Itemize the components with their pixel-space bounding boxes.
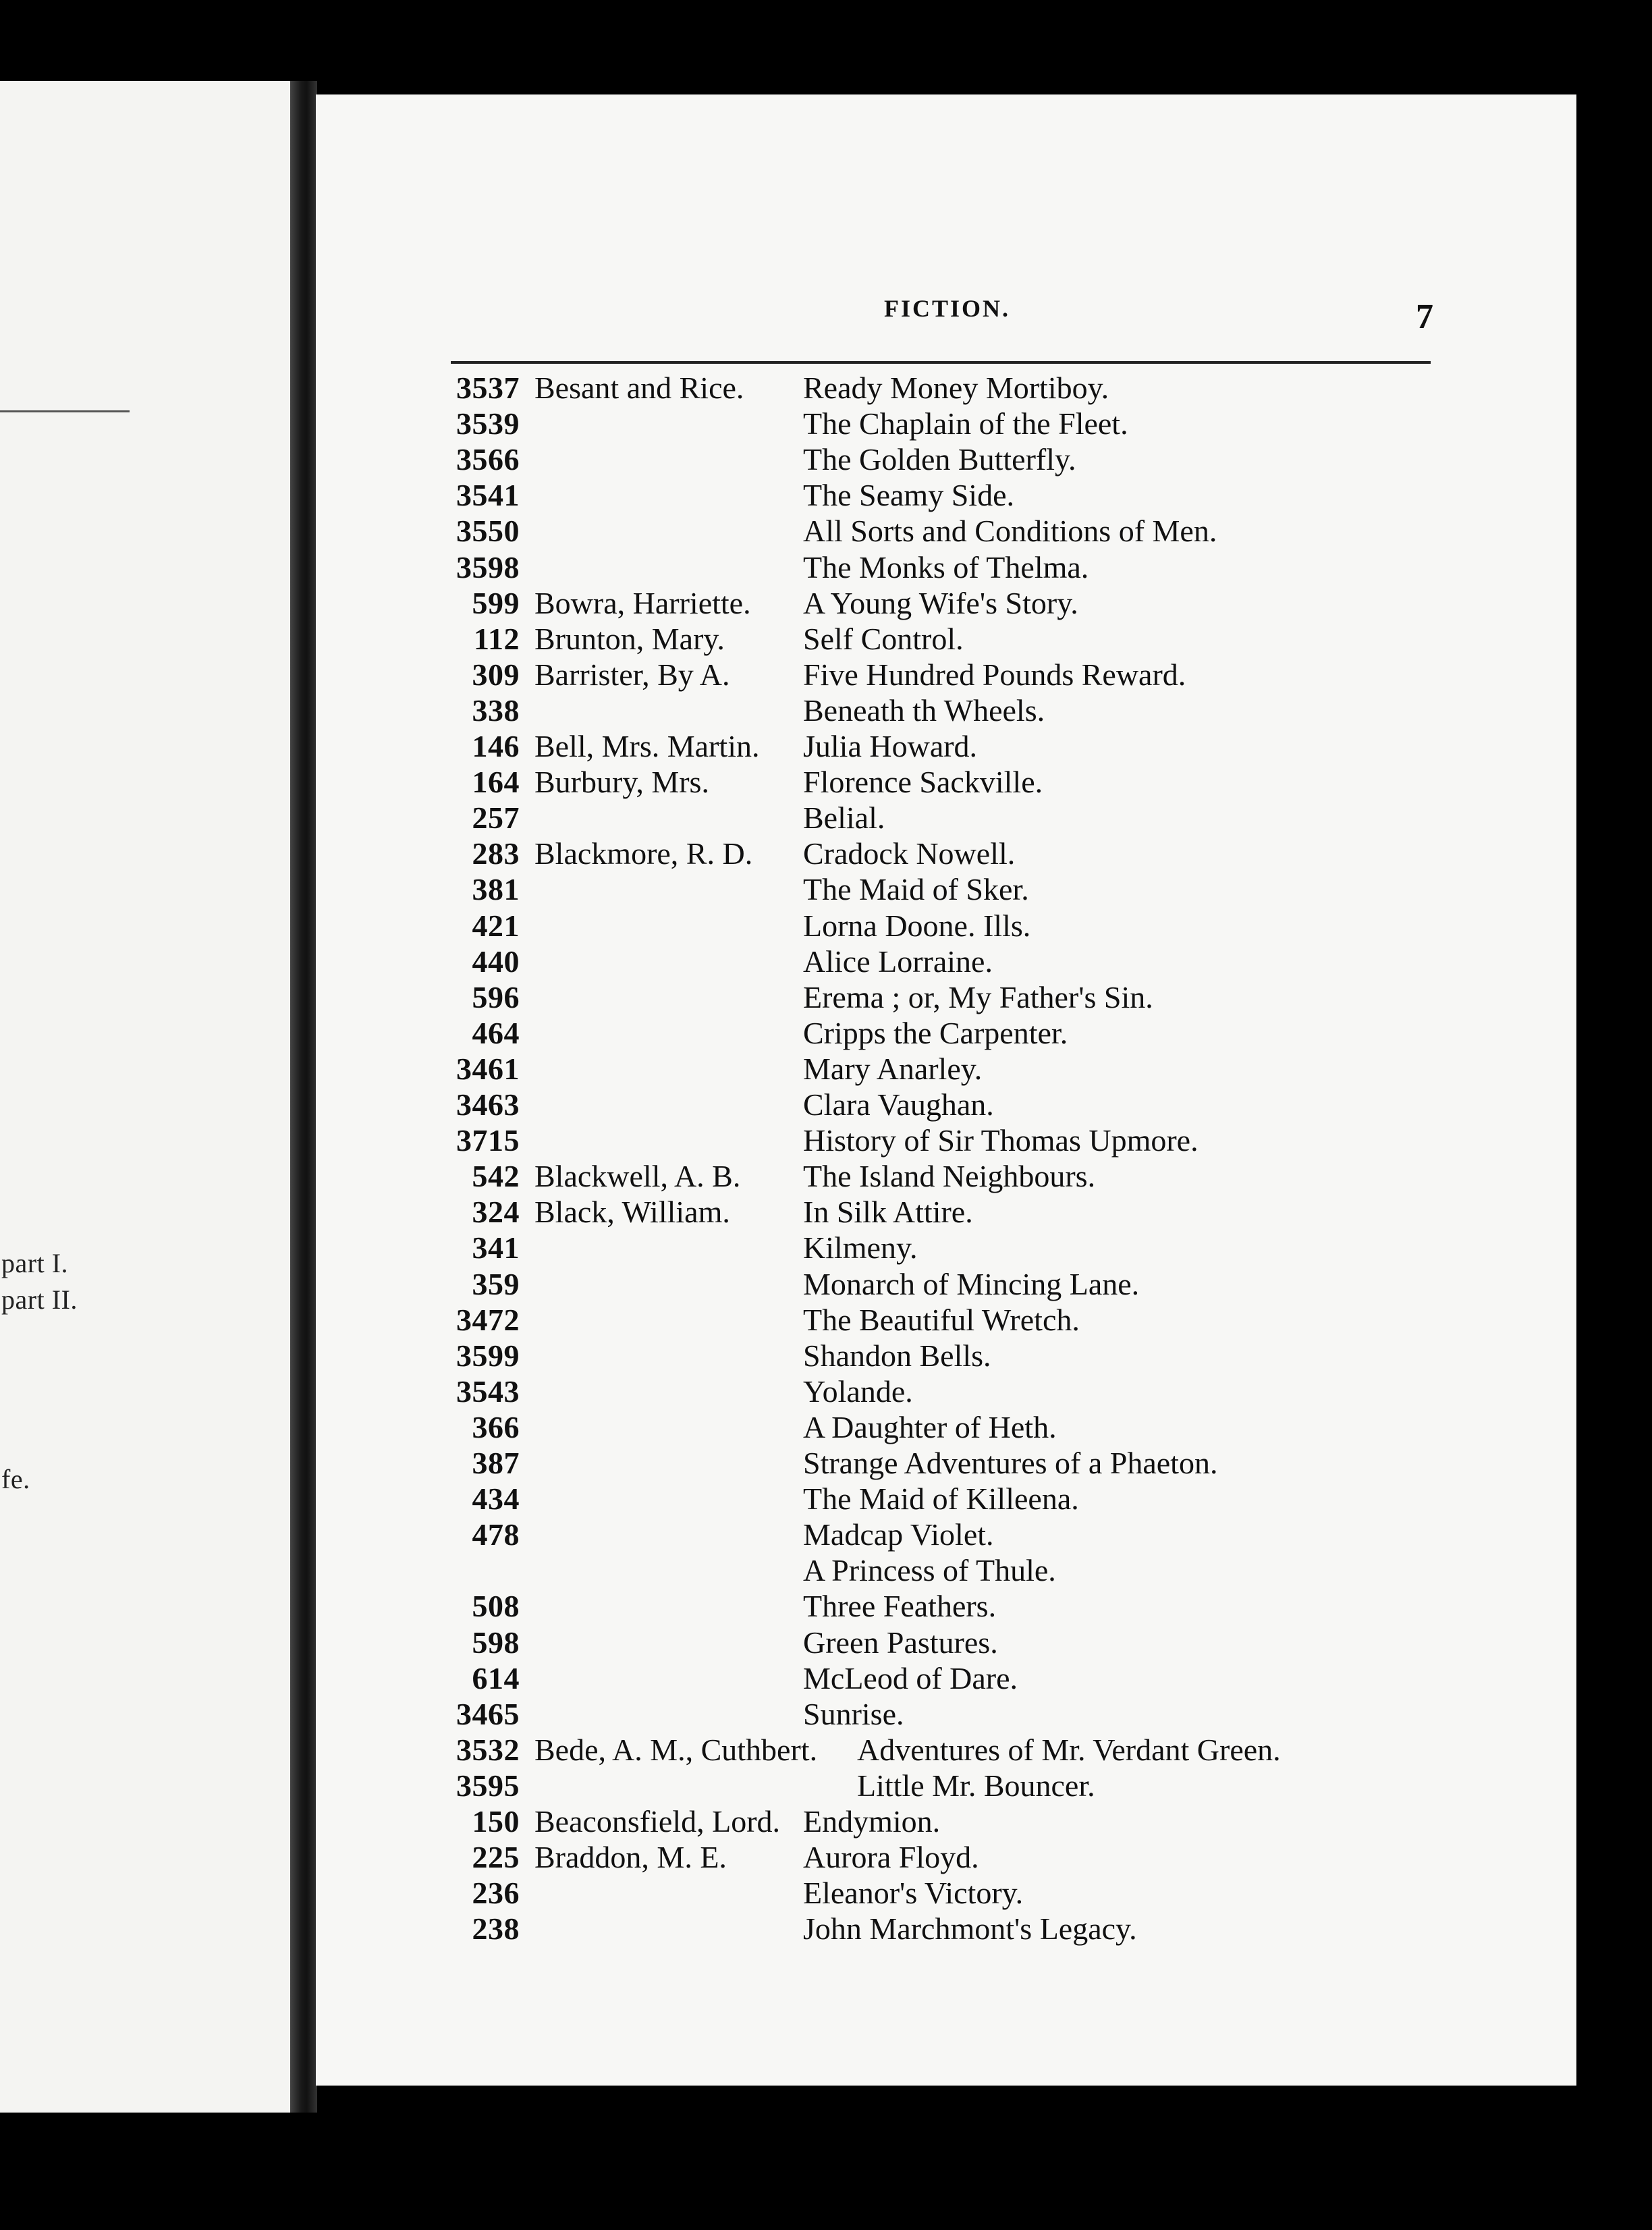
catalogue-entry xyxy=(0,1588,1652,1625)
entry-title: Yolande. xyxy=(803,1374,913,1409)
entry-number: 238 xyxy=(472,1911,520,1947)
entry-title: Alice Lorraine. xyxy=(803,944,993,979)
page-number: 7 xyxy=(1416,298,1433,336)
entry-title: Kilmeny. xyxy=(803,1230,918,1266)
entry-number: 434 xyxy=(472,1481,520,1517)
entry-title: Beneath th Wheels. xyxy=(803,692,1045,728)
entry-title: Cripps the Carpenter. xyxy=(803,1015,1068,1050)
catalogue-entry xyxy=(0,1409,1652,1446)
catalogue-entry xyxy=(0,764,1652,800)
entry-title: The Golden Butterfly. xyxy=(803,442,1076,477)
catalogue-entry xyxy=(0,1194,1652,1230)
entry-title: The Seamy Side. xyxy=(803,478,1014,513)
catalogue-entry xyxy=(0,1374,1652,1410)
entry-number: 3715 xyxy=(456,1123,520,1158)
catalogue-entry xyxy=(0,836,1652,872)
catalogue-entry xyxy=(0,370,1652,406)
catalogue-entry xyxy=(0,1051,1652,1087)
entry-number: 3543 xyxy=(456,1374,520,1409)
entry-title: McLeod of Dare. xyxy=(803,1660,1018,1695)
entry-number: 478 xyxy=(472,1517,520,1552)
entry-title: A Princess of Thule. xyxy=(803,1553,1056,1588)
entry-number: 324 xyxy=(472,1195,520,1230)
catalogue-entry xyxy=(0,800,1652,836)
entry-author: Bell, Mrs. Martin. xyxy=(534,729,760,763)
entry-title: Ready Money Mortiboy. xyxy=(803,371,1109,405)
left-page-fragment: part II. xyxy=(1,1284,78,1315)
catalogue-entry xyxy=(0,728,1652,765)
entry-number: 236 xyxy=(472,1876,520,1911)
catalogue-entry xyxy=(0,1158,1652,1195)
entry-number: 341 xyxy=(472,1230,520,1266)
entry-number: 542 xyxy=(472,1159,520,1194)
entry-number: 338 xyxy=(472,692,520,728)
entry-title: The Island Neighbours. xyxy=(803,1159,1096,1194)
entry-number: 112 xyxy=(474,621,520,656)
catalogue-entry xyxy=(0,1660,1652,1697)
entry-title: Three Feathers. xyxy=(803,1589,997,1624)
entry-title: The Maid of Sker. xyxy=(803,872,1029,907)
section-heading: FICTION. xyxy=(884,295,1011,322)
entry-number: 3463 xyxy=(456,1087,520,1122)
left-page-fragment: fe. xyxy=(1,1464,30,1494)
entry-title: Mary Anarley. xyxy=(803,1051,983,1086)
catalogue-entry xyxy=(0,585,1652,622)
entry-title: Aurora Floyd. xyxy=(803,1840,979,1875)
catalogue-entry xyxy=(0,1302,1652,1338)
entry-number: 150 xyxy=(472,1804,520,1839)
entry-title: Adventures of Mr. Verdant Green. xyxy=(857,1732,1281,1767)
entry-number: 3566 xyxy=(456,442,520,477)
entry-number: 359 xyxy=(472,1266,520,1301)
entry-number: 225 xyxy=(472,1840,520,1875)
catalogue-entry xyxy=(0,1266,1652,1303)
entry-number: 464 xyxy=(472,1015,520,1050)
entry-number: 421 xyxy=(472,908,520,943)
catalogue-entry xyxy=(0,1481,1652,1517)
catalogue-entry xyxy=(0,1517,1652,1553)
entry-author: Blackmore, R. D. xyxy=(534,836,753,871)
catalogue-entry xyxy=(0,908,1652,944)
catalogue-entry xyxy=(0,1122,1652,1159)
catalogue-entry xyxy=(0,1875,1652,1911)
entry-author: Burbury, Mrs. xyxy=(534,765,709,800)
entry-title: Madcap Violet. xyxy=(803,1517,994,1552)
catalogue-entry xyxy=(0,1338,1652,1374)
catalogue-entry xyxy=(0,1696,1652,1733)
catalogue-entry xyxy=(0,692,1652,729)
entry-title: A Young Wife's Story. xyxy=(803,585,1078,620)
entry-number: 309 xyxy=(472,657,520,692)
entry-author: Black, William. xyxy=(534,1195,730,1230)
entry-number: 3595 xyxy=(456,1768,520,1803)
catalogue-entry xyxy=(0,1625,1652,1661)
catalogue-entry xyxy=(0,1803,1652,1840)
entry-number: 3598 xyxy=(456,549,520,584)
entry-number: 3461 xyxy=(456,1051,520,1086)
entry-title: Little Mr. Bouncer. xyxy=(857,1768,1095,1803)
catalogue-entry xyxy=(0,1839,1652,1876)
catalogue-entry xyxy=(0,1445,1652,1481)
entry-title: The Monks of Thelma. xyxy=(803,549,1089,584)
entry-author: Blackwell, A. B. xyxy=(534,1159,741,1194)
entry-number: 3539 xyxy=(456,406,520,441)
catalogue-entry xyxy=(0,979,1652,1016)
entry-number: 366 xyxy=(472,1409,520,1444)
entry-title: Julia Howard. xyxy=(803,729,978,763)
left-page-fragment: part I. xyxy=(1,1248,69,1278)
entry-number: 381 xyxy=(472,872,520,907)
catalogue-entry xyxy=(0,1552,1652,1589)
entry-title: Monarch of Mincing Lane. xyxy=(803,1266,1140,1301)
entry-title: Five Hundred Pounds Reward. xyxy=(803,657,1186,692)
entry-number: 164 xyxy=(472,765,520,800)
entry-author: Bede, A. M., Cuthbert. xyxy=(534,1732,818,1767)
entry-number: 257 xyxy=(472,800,520,836)
entry-number: 387 xyxy=(472,1446,520,1480)
catalogue-entry xyxy=(0,871,1652,908)
entry-title: Self Control. xyxy=(803,621,964,656)
entry-number: 598 xyxy=(472,1625,520,1660)
catalogue-entry xyxy=(0,1015,1652,1052)
catalogue-entry xyxy=(0,944,1652,980)
entry-number: 3599 xyxy=(456,1338,520,1373)
entry-author: Brunton, Mary. xyxy=(534,621,725,656)
entry-author: Barrister, By A. xyxy=(534,657,730,692)
entry-number: 283 xyxy=(472,836,520,871)
entry-title: The Maid of Killeena. xyxy=(803,1481,1079,1517)
entry-number: 3537 xyxy=(456,371,520,405)
entry-title: Clara Vaughan. xyxy=(803,1087,994,1122)
catalogue-entry xyxy=(0,441,1652,478)
entry-number: 3465 xyxy=(456,1696,520,1731)
catalogue-entry xyxy=(0,1911,1652,1947)
entry-title: A Daughter of Heth. xyxy=(803,1409,1057,1444)
catalogue-entry xyxy=(0,1230,1652,1266)
entry-author: Bowra, Harriette. xyxy=(534,585,751,620)
entry-title: Belial. xyxy=(803,800,885,836)
catalogue-entry xyxy=(0,1087,1652,1123)
catalogue-entry xyxy=(0,477,1652,514)
entry-title: Green Pastures. xyxy=(803,1625,998,1660)
catalogue-entry xyxy=(0,513,1652,549)
entry-title: Lorna Doone. Ills. xyxy=(803,908,1031,943)
entry-title: Florence Sackville. xyxy=(803,765,1043,800)
header-rule xyxy=(451,361,1431,364)
entry-number: 3550 xyxy=(456,514,520,549)
catalogue-entry xyxy=(0,1768,1652,1804)
entry-number: 3532 xyxy=(456,1732,520,1767)
entry-title: Strange Adventures of a Phaeton. xyxy=(803,1446,1218,1480)
entry-title: Sunrise. xyxy=(803,1696,904,1731)
entry-title: In Silk Attire. xyxy=(803,1195,973,1230)
entry-title: Erema ; or, My Father's Sin. xyxy=(803,979,1153,1014)
catalogue-entry xyxy=(0,657,1652,693)
entry-title: Shandon Bells. xyxy=(803,1338,991,1373)
entry-title: All Sorts and Conditions of Men. xyxy=(803,514,1217,549)
entry-author: Besant and Rice. xyxy=(534,371,744,405)
entry-number: 146 xyxy=(472,729,520,763)
entry-title: Endymion. xyxy=(803,1804,941,1839)
entry-title: Eleanor's Victory. xyxy=(803,1876,1024,1911)
entry-number: 440 xyxy=(472,944,520,979)
catalogue-entry xyxy=(0,406,1652,442)
entry-number: 3472 xyxy=(456,1302,520,1337)
entry-author: Beaconsfield, Lord. xyxy=(534,1804,781,1839)
entry-title: The Chaplain of the Fleet. xyxy=(803,406,1128,441)
catalogue-entry xyxy=(0,1732,1652,1768)
entry-author: Braddon, M. E. xyxy=(534,1840,727,1875)
entry-number: 3541 xyxy=(456,478,520,513)
entry-number: 599 xyxy=(472,585,520,620)
catalogue-entry xyxy=(0,621,1652,657)
entry-title: History of Sir Thomas Upmore. xyxy=(803,1123,1199,1158)
entry-number: 596 xyxy=(472,979,520,1014)
catalogue-entry xyxy=(0,549,1652,586)
entry-number: 508 xyxy=(472,1589,520,1624)
entry-title: The Beautiful Wretch. xyxy=(803,1302,1080,1337)
entry-title: Cradock Nowell. xyxy=(803,836,1016,871)
entry-number: 614 xyxy=(472,1660,520,1695)
entry-title: John Marchmont's Legacy. xyxy=(803,1911,1137,1947)
